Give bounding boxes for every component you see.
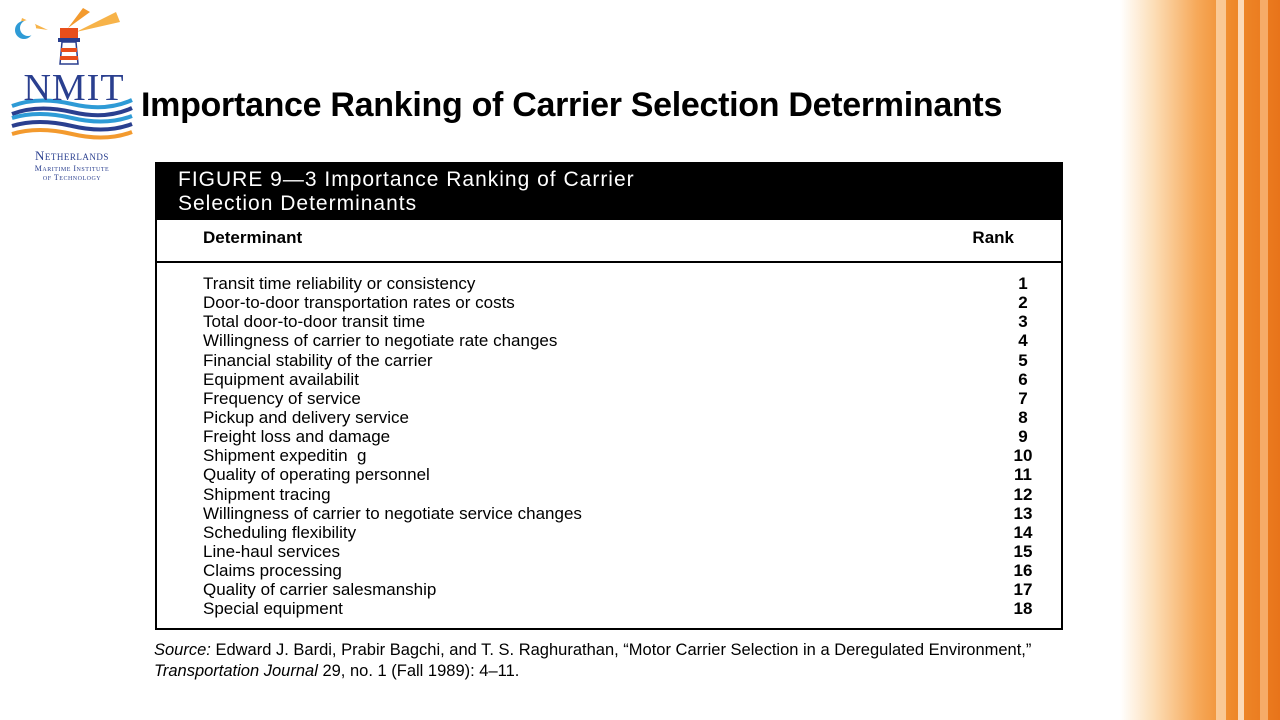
logo-line-netherlands: Netherlands xyxy=(35,148,109,163)
determinant-rank: 3 xyxy=(1018,312,1028,332)
source-label: Source: xyxy=(154,641,211,659)
determinant-name: Financial stability of the carrier xyxy=(203,350,433,370)
table-row xyxy=(203,293,1028,313)
determinant-rank: 2 xyxy=(1018,293,1028,313)
determinant-rank: 11 xyxy=(1014,465,1032,485)
nmit-logo xyxy=(8,8,136,183)
table-row xyxy=(203,484,1033,504)
determinant-name: Claims processing xyxy=(203,561,342,581)
determinant-name: Freight loss and damage xyxy=(203,427,391,447)
logo-wordmark: NMIT xyxy=(23,67,125,109)
table-row xyxy=(203,503,1033,523)
table-row xyxy=(203,580,1033,600)
determinant-name: Door-to-door transportation rates or costs xyxy=(203,293,515,313)
determinant-rank: 16 xyxy=(1013,561,1033,581)
determinant-name: Quality of carrier salesmanship xyxy=(203,580,437,600)
determinant-rank: 4 xyxy=(1018,331,1028,351)
determinant-name: Special equipment xyxy=(203,599,343,619)
column-header-rank: Rank xyxy=(972,228,1014,247)
table-row xyxy=(203,446,1033,466)
determinant-rank: 17 xyxy=(1013,580,1033,600)
source-text-2: 29, no. 1 (Fall 1989): 4–11. xyxy=(317,662,520,680)
figure-header-line1: FIGURE 9—3 Importance Ranking of Carrier xyxy=(178,168,635,191)
determinant-rank: 13 xyxy=(1013,503,1033,523)
table-row xyxy=(203,561,1033,581)
logo-line-institute: Maritime Institute of Technology xyxy=(34,164,110,182)
table-row xyxy=(203,369,1028,389)
determinant-name: Frequency of service xyxy=(203,388,361,408)
determinant-name: Willingness of carrier to negotiate rate changes xyxy=(203,331,558,351)
determinant-name: Line-haul services xyxy=(203,541,341,561)
table-row xyxy=(203,599,1033,619)
determinant-rank: 6 xyxy=(1018,369,1028,389)
determinant-rank: 5 xyxy=(1018,350,1028,370)
table-row xyxy=(203,331,1028,351)
source-citation xyxy=(154,640,1074,682)
slide-title: Importance Ranking of Carrier Selection Determinants xyxy=(141,86,1003,124)
determinant-rank: 15 xyxy=(1013,541,1033,561)
column-header-determinant: Determinant xyxy=(203,228,303,247)
determinant-name: Quality of operating personnel xyxy=(203,465,430,485)
source-journal: Transportation Journal xyxy=(154,662,318,680)
figure-table xyxy=(155,162,1063,630)
determinant-rank: 1 xyxy=(1018,274,1028,293)
table-row xyxy=(203,541,1033,561)
determinant-rank: 18 xyxy=(1013,599,1033,619)
determinant-name: Transit time reliability or consistency xyxy=(203,274,476,293)
table-row xyxy=(203,522,1033,542)
determinant-name: Shipment tracing xyxy=(203,484,331,504)
figure-header xyxy=(157,164,1061,220)
header-divider xyxy=(157,261,1061,263)
table-body xyxy=(203,274,1033,619)
table-row xyxy=(203,407,1028,427)
table-row xyxy=(203,427,1028,447)
determinant-rank: 10 xyxy=(1013,446,1033,466)
determinant-rank: 7 xyxy=(1018,388,1028,408)
determinant-name: Pickup and delivery service xyxy=(203,407,409,427)
table-row xyxy=(203,350,1028,370)
table-row xyxy=(203,312,1028,332)
figure-header-line2: Selection Determinants xyxy=(178,192,418,215)
determinant-rank: 12 xyxy=(1013,484,1033,504)
source-text-1: Edward J. Bardi, Prabir Bagchi, and T. S. Raghurathan, “Motor Carrier Selection in a Deregulated Environment,” xyxy=(210,641,1032,659)
table-row xyxy=(203,274,1028,293)
determinant-name: Shipment expeditin g xyxy=(203,446,367,466)
determinant-name: Scheduling flexibility xyxy=(203,522,357,542)
determinant-name: Willingness of carrier to negotiate service changes xyxy=(203,503,582,523)
table-row xyxy=(203,465,1032,485)
determinant-name: Equipment availabilit xyxy=(203,369,359,389)
determinant-name: Total door-to-door transit time xyxy=(203,312,426,332)
determinant-rank: 8 xyxy=(1018,407,1028,427)
orange-side-decoration xyxy=(1120,0,1280,720)
table-row xyxy=(203,388,1028,408)
determinant-rank: 9 xyxy=(1018,427,1028,447)
determinant-rank: 14 xyxy=(1013,522,1033,542)
